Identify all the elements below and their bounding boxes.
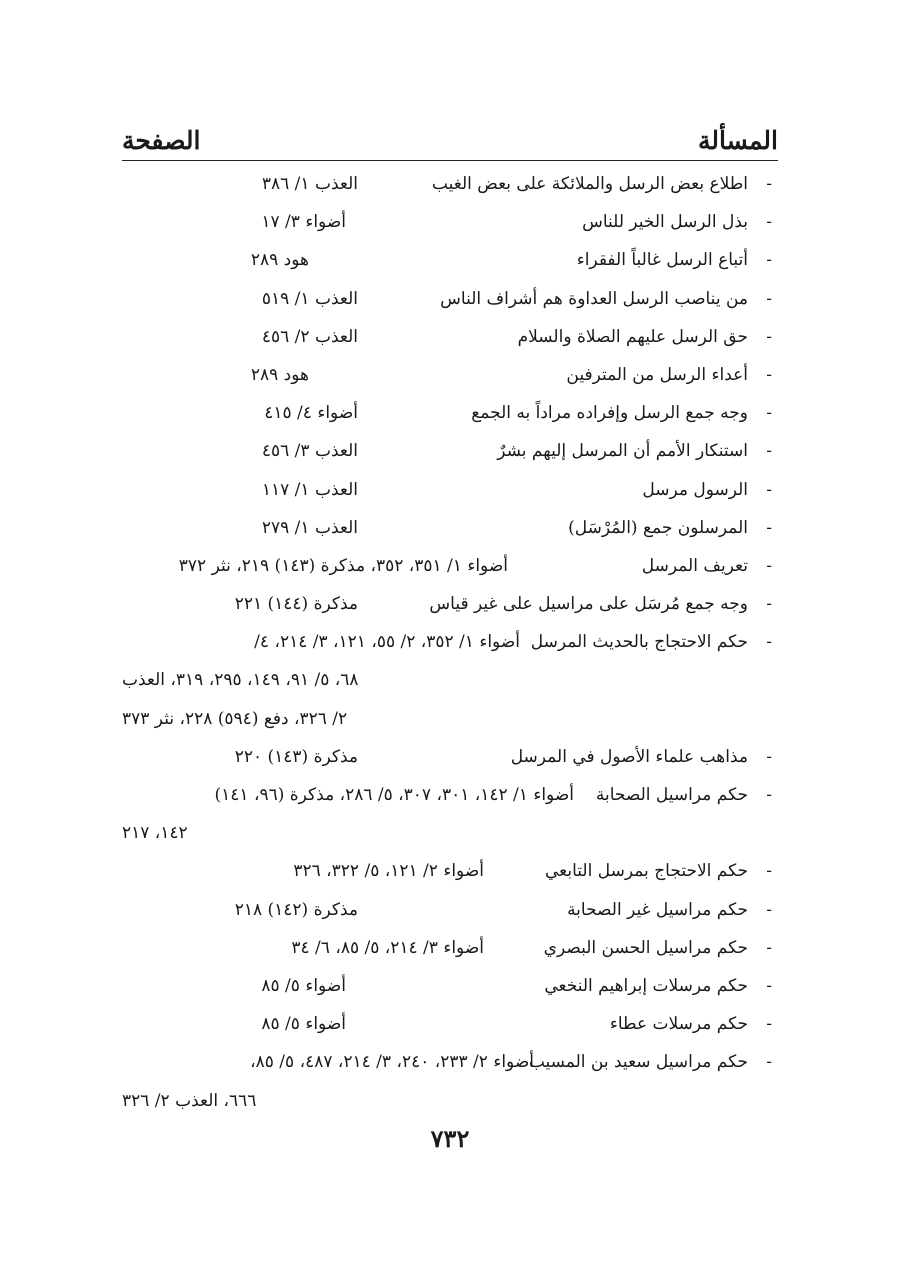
entry-dash: -: [766, 594, 772, 615]
entry-topic: مذاهب علماء الأصول في المرسل: [510, 746, 748, 767]
entry-topic: أتباع الرسل غالباً الفقراء: [576, 250, 748, 271]
entry-dash: -: [766, 1052, 772, 1073]
entry-dash: -: [766, 937, 772, 958]
page-number: ٧٣٢: [430, 1124, 470, 1153]
index-header: [122, 120, 778, 161]
entry-reference-continued: ٢/ ٣٢٦، دفع (٥٩٤) ٢٢٨، نثر ٣٧٣: [122, 708, 348, 729]
entry-dash: -: [766, 212, 772, 233]
entry-reference: العذب ١/ ١١٧: [261, 479, 358, 500]
entry-topic: حكم مراسيل الحسن البصري: [543, 937, 748, 958]
entry-dash: -: [766, 1014, 772, 1035]
entry-topic: وجه جمع مُرسَل على مراسيل على غير قياس: [429, 594, 748, 615]
entry-topic: وجه جمع الرسل وإفراده مراداً به الجمع: [471, 403, 748, 424]
index-entry: [122, 509, 778, 547]
index-entry: [122, 929, 778, 967]
entry-reference: أضواء ٤/ ٤١٥: [264, 403, 358, 424]
entry-dash: -: [766, 403, 772, 424]
entry-dash: -: [766, 288, 772, 309]
index-entry: [122, 165, 778, 203]
entry-topic: حكم الاحتجاج بالحديث المرسل: [530, 632, 748, 653]
index-entry: [122, 738, 778, 776]
entry-reference: أضواء ٢/ ٢٣٣، ٢٤٠، ٣/ ٢١٤، ٤٨٧، ٥/ ٨٥،: [250, 1052, 534, 1073]
entry-reference: أضواء ١/ ٣٥١، ٣٥٢، مذكرة (١٤٣) ٢١٩، نثر ٣٧٢: [178, 555, 508, 576]
entry-topic: المرسلون جمع (المُرْسَل): [568, 517, 748, 538]
topic-column-title: المسألة: [698, 126, 778, 155]
entry-topic: حق الرسل عليهم الصلاة والسلام: [517, 326, 748, 347]
entry-dash: -: [766, 861, 772, 882]
entry-reference: أضواء ١/ ٣٥٢، ٢/ ٥٥، ١٢١، ٣/ ٢١٤، ٤/: [254, 632, 520, 653]
entry-dash: -: [766, 785, 772, 805]
entry-reference: مذكرة (١٤٤) ٢٢١: [234, 594, 358, 615]
entry-reference: هود ٢٨٩: [250, 250, 309, 271]
entry-reference: أضواء ٥/ ٨٥: [261, 1014, 346, 1035]
entry-reference-continued: ٦٨، ٥/ ٩١، ١٤٩، ٢٩٥، ٣١٩، العذب: [122, 670, 359, 691]
entry-topic: حكم مرسلات إبراهيم النخعي: [544, 975, 748, 996]
entry-dash: -: [766, 555, 772, 576]
index-entry: [122, 432, 778, 470]
entry-topic: حكم الاحتجاج بمرسل التابعي: [545, 861, 748, 882]
entry-dash: -: [766, 632, 772, 653]
index-entry-continuation: [122, 814, 778, 852]
entry-dash: -: [766, 899, 772, 920]
entry-dash: -: [766, 746, 772, 767]
index-entry: [122, 471, 778, 509]
index-entry: [122, 280, 778, 318]
index-entry: [122, 203, 778, 241]
index-entry: [122, 1043, 778, 1081]
entry-reference: أضواء ١/ ١٤٢، ٣٠١، ٣٠٧، ٥/ ٢٨٦، مذكرة (٩٦، ١٤١): [214, 785, 574, 805]
entry-dash: -: [766, 517, 772, 538]
index-entry: [122, 394, 778, 432]
index-entry-continuation: [122, 700, 778, 738]
entry-reference-continued: ٦٦٦، العذب ٢/ ٣٢٦: [122, 1090, 257, 1111]
entry-dash: -: [766, 975, 772, 996]
entry-topic: بذل الرسل الخير للناس: [582, 212, 748, 233]
entry-topic: حكم مرسلات عطاء: [609, 1014, 748, 1035]
entry-reference: أضواء ٢/ ١٢١، ٥/ ٣٢٢، ٣٢٦: [293, 861, 484, 882]
index-entry: [122, 776, 778, 814]
index-entry-continuation: [122, 661, 778, 699]
entry-reference: مذكرة (١٤٢) ٢١٨: [234, 899, 358, 920]
entry-topic: حكم مراسيل سعيد بن المسيب: [528, 1052, 748, 1073]
index-entry: [122, 623, 778, 661]
entry-reference: العذب ١/ ٣٨٦: [261, 174, 358, 194]
entry-topic: حكم مراسيل الصحابة: [595, 785, 748, 805]
entry-topic: اطلاع بعض الرسل والملائكة على بعض الغيب: [431, 174, 748, 194]
entry-dash: -: [766, 250, 772, 271]
index-entry: [122, 241, 778, 279]
entry-topic: حكم مراسيل غير الصحابة: [567, 899, 748, 920]
entry-dash: -: [766, 364, 772, 385]
entry-topic: استنكار الأمم أن المرسل إليهم بشرٌ: [497, 441, 748, 462]
entry-topic: من يناصب الرسل العداوة هم أشراف الناس: [440, 288, 748, 309]
index-entry: [122, 967, 778, 1005]
entry-reference: العذب ١/ ٥١٩: [261, 288, 358, 309]
index-entry: [122, 356, 778, 394]
entry-dash: -: [766, 479, 772, 500]
page-column-title: الصفحة: [122, 126, 201, 155]
index-entry: [122, 852, 778, 890]
index-entries: [122, 165, 778, 1120]
index-entry: [122, 585, 778, 623]
entry-reference: أضواء ٣/ ١٧: [261, 212, 346, 233]
entry-dash: -: [766, 326, 772, 347]
entry-reference: مذكرة (١٤٣) ٢٢٠: [234, 746, 358, 767]
index-entry: [122, 891, 778, 929]
entry-topic: الرسول مرسل: [642, 479, 748, 500]
index-entry: [122, 1005, 778, 1043]
entry-reference: العذب ١/ ٢٧٩: [261, 517, 358, 538]
entry-reference: أضواء ٣/ ٢١٤، ٥/ ٨٥، ٦/ ٣٤: [291, 937, 484, 958]
entry-reference: العذب ٣/ ٤٥٦: [261, 441, 358, 462]
entry-dash: -: [766, 174, 772, 194]
entry-dash: -: [766, 441, 772, 462]
entry-reference: العذب ٢/ ٤٥٦: [261, 326, 358, 347]
index-entry: [122, 318, 778, 356]
entry-topic: تعريف المرسل: [641, 555, 748, 576]
index-entry-continuation: [122, 1082, 778, 1120]
entry-topic: أعداء الرسل من المترفين: [566, 364, 748, 385]
entry-reference: أضواء ٥/ ٨٥: [261, 975, 346, 996]
entry-reference-continued: ١٤٢، ٢١٧: [122, 823, 188, 844]
entry-reference: هود ٢٨٩: [250, 364, 309, 385]
index-entry: [122, 547, 778, 585]
